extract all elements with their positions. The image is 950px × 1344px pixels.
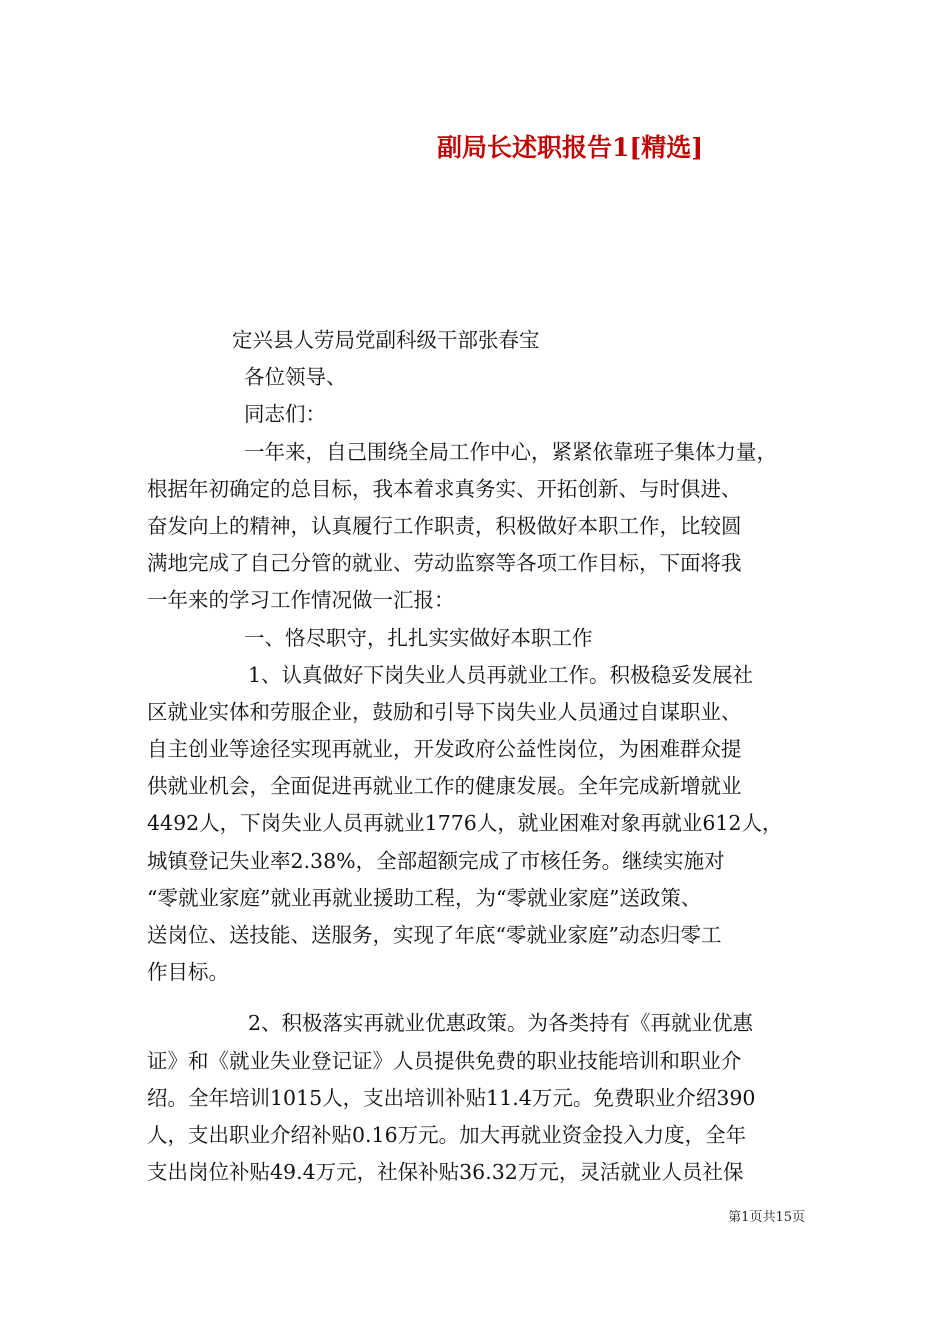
paragraph-line: 2、积极落实再就业优惠政策。为各类持有《再就业优惠 — [248, 1011, 754, 1036]
paragraph-line: 4492人，下岗失业人员再就业1776人，就业困难对象再就业612人， — [147, 811, 783, 836]
paragraph-line: 支出岗位补贴49.4万元，社保补贴36.32万元，灵活就业人员社保 — [147, 1160, 744, 1185]
paragraph-line: 证》和《就业失业登记证》人员提供免费的职业技能培训和职业介 — [147, 1048, 742, 1073]
document-body — [147, 322, 809, 1191]
paragraph-line: 一年来，自己围绕全局工作中心，紧紧依靠班子集体力量， — [244, 439, 777, 464]
paragraph-line: 一年来的学习工作情况做一汇报： — [147, 588, 455, 613]
paragraph-line: 自主创业等途径实现再就业，开发政府公益性岗位，为困难群众提 — [147, 737, 742, 762]
paragraph-gap — [147, 991, 809, 1005]
salutation-leaders: 各位领导、 — [244, 365, 347, 390]
paragraph-line: 根据年初确定的总目标，我本着求真务实、开拓创新、与时俱进、 — [147, 476, 742, 501]
document-title: 副局长述职报告1[精选] — [436, 133, 704, 162]
salutation-comrades: 同志们： — [244, 402, 326, 427]
paragraph-line: 满地完成了自己分管的就业、劳动监察等各项工作目标，下面将我 — [147, 551, 742, 576]
paragraph-line: 供就业机会，全面促进再就业工作的健康发展。全年完成新增就业 — [147, 774, 742, 799]
paragraph-line: 奋发向上的精神，认真履行工作职责，积极做好本职工作，比较圆 — [147, 513, 742, 538]
paragraph-line: 1、认真做好下岗失业人员再就业工作。积极稳妥发展社 — [248, 662, 754, 687]
paragraph-line: 绍。全年培训1015人，支出培训补贴11.4万元。免费职业介绍390 — [147, 1085, 756, 1110]
page-number-footer: 第1页共15页 — [728, 1210, 805, 1225]
paragraph-line: 城镇登记失业率2.38%，全部超额完成了市核任务。继续实施对 — [147, 848, 725, 873]
author-line: 定兴县人劳局党副科级干部张春宝 — [232, 328, 540, 352]
paragraph-line: 区就业实体和劳服企业，鼓励和引导下岗失业人员通过自谋职业、 — [147, 699, 742, 724]
paragraph-line: “零就业家庭”就业再就业援助工程，为“零就业家庭”送政策、 — [147, 885, 702, 910]
paragraph-line: 作目标。 — [147, 960, 229, 985]
section-heading: 一、恪尽职守，扎扎实实做好本职工作 — [244, 625, 593, 650]
paragraph-line: 人，支出职业介绍补贴0.16万元。加大再就业资金投入力度，全年 — [147, 1122, 747, 1147]
paragraph-line: 送岗位、送技能、送服务，实现了年底“零就业家庭”动态归零工 — [147, 923, 722, 947]
